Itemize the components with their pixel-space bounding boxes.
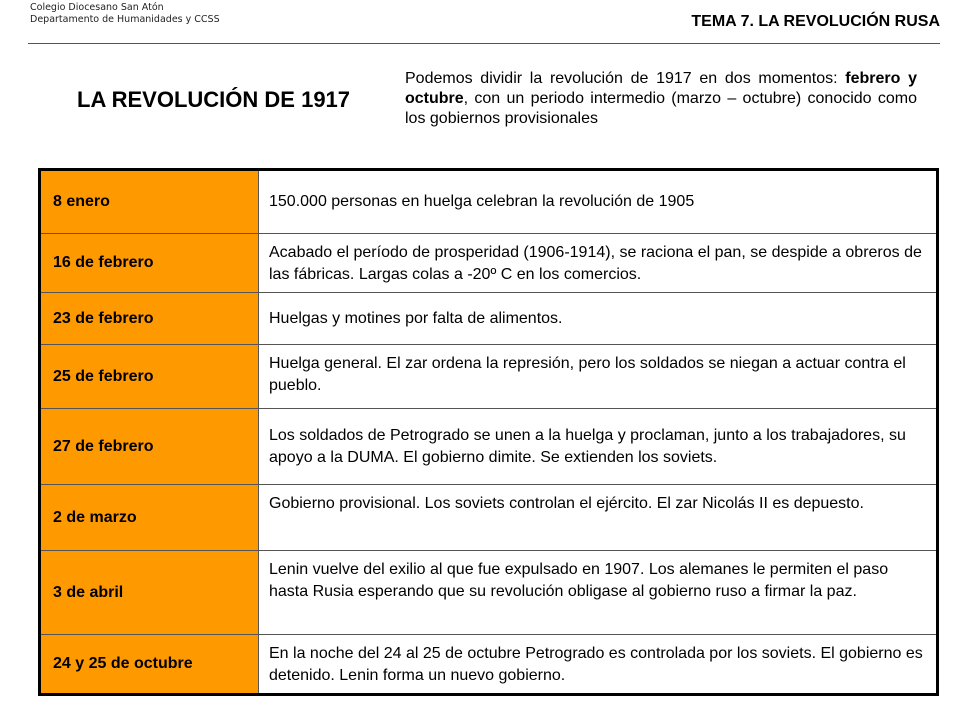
event-date: 16 de febrero — [40, 234, 259, 293]
event-description: En la noche del 24 al 25 de octubre Petrogrado es controlada por los soviets. El gobierno es detenido. Lenin forma un nuevo gobierno. — [259, 635, 938, 695]
table-row — [40, 551, 938, 635]
event-date: 8 enero — [40, 170, 259, 234]
event-date: 2 de marzo — [40, 485, 259, 551]
event-description: Lenin vuelve del exilio al que fue expulsado en 1907. Los alemanes le permiten el paso hasta Rusia esperando que su revolución obligase al gobierno ruso a firmar la paz. — [259, 551, 938, 635]
event-description: Gobierno provisional. Los soviets controlan el ejército. El zar Nicolás II es depuesto. — [259, 485, 938, 551]
event-description: Acabado el período de prosperidad (1906-1914), se raciona el pan, se despide a obreros de las fábricas. Largas colas a -20º C en los comercios. — [259, 234, 938, 293]
table-row — [40, 409, 938, 485]
table-row — [40, 485, 938, 551]
header-divider — [28, 43, 940, 44]
event-date: 27 de febrero — [40, 409, 259, 485]
table-row — [40, 345, 938, 409]
event-date: 3 de abril — [40, 551, 259, 635]
table-row — [40, 293, 938, 345]
event-date: 25 de febrero — [40, 345, 259, 409]
table-row — [40, 234, 938, 293]
event-date: 23 de febrero — [40, 293, 259, 345]
school-name: Colegio Diocesano San Atón — [30, 2, 164, 13]
department-name: Departamento de Humanidades y CCSS — [30, 14, 220, 25]
event-description: Huelgas y motines por falta de alimentos. — [259, 293, 938, 345]
table-row — [40, 170, 938, 234]
page-title: LA REVOLUCIÓN DE 1917 — [77, 87, 351, 112]
intro-paragraph — [405, 69, 917, 129]
topic-title: TEMA 7. LA REVOLUCIÓN RUSA — [691, 13, 940, 30]
event-description: Los soldados de Petrogrado se unen a la huelga y proclaman, junto a los trabajadores, su apoyo a la DUMA. El gobierno dimite. Se extienden los soviets. — [259, 409, 938, 485]
table-row — [40, 635, 938, 695]
event-description: Huelga general. El zar ordena la represión, pero los soldados se niegan a actuar contra el pueblo. — [259, 345, 938, 409]
event-description: 150.000 personas en huelga celebran la revolución de 1905 — [259, 170, 938, 234]
event-date: 24 y 25 de octubre — [40, 635, 259, 695]
intro-text-bold: febrero y octubre — [405, 70, 917, 107]
timeline-table — [38, 168, 939, 696]
school-header — [30, 2, 220, 26]
intro-text-end: , con un periodo intermedio (marzo – octubre) conocido como los gobiernos provisionales — [405, 90, 917, 127]
intro-text-start: Podemos dividir la revolución de 1917 en dos momentos: — [405, 70, 846, 87]
